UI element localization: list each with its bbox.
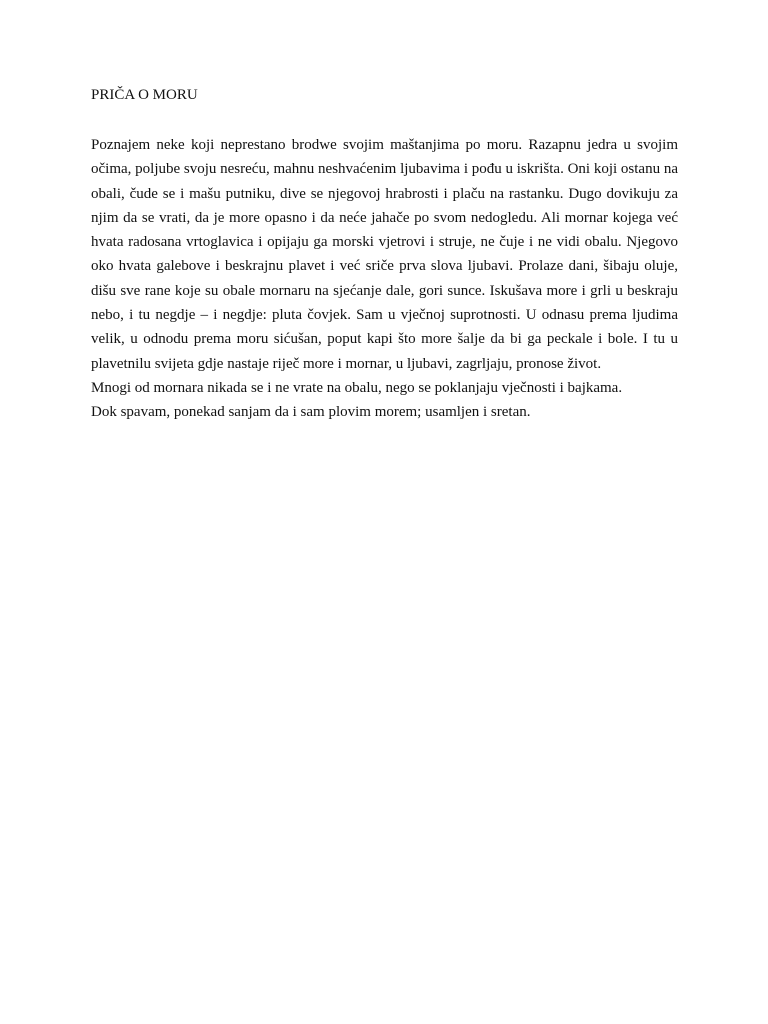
paragraph-2: Mnogi od mornara nikada se i ne vrate na obalu, nego se poklanjaju vječnosti i bajkama. — [91, 379, 623, 396]
paragraph-3: Dok spavam, ponekad sanjam da i sam plovim morem; usamljen i sretan. — [91, 404, 531, 421]
paragraph-1: Poznajem neke koji neprestano brodwe svojim maštanjima po moru. Razapnu jedra u svojim očima, poljube svoju nesreću, mahnu neshvaćenim ljubavima i pođu u iskrišta. Oni koji ostanu na obali, čude se i mašu putniku, dive se njegovoj hrabrosti i plaču na rastanku. Dugo dovikuju za njim da se vrati, da je more opasno i da neće jahače po svom nedogledu. Ali mornar kojega već hvata radosana vrtoglavica i opijaju ga morski vjetrovi i struje, ne čuje i ne vidi obalu. Njegovo oko hvata galebove i beskrajnu plavet i već sriče prva slova ljubavi. Prolaze dani, šibaju oluje, dišu sve rane koje su obale mornaru na sjećanje dale, gori sunce. Iskušava more i grli u beskraju nebo, i tu negdje – i negdje: pluta čovjek. Sam u vječnoj suprotnosti. U odnasu prema ljudima velik, u odnodu prema moru sićušan, poput kapi što more šalje da bi ga peckale i bole. I tu u plavetnilu svijeta gdje nastaje riječ more i mornar, u ljubavi, zagrljaju, pronose život. — [91, 137, 678, 372]
document-title: PRIČA O MORU — [91, 87, 198, 103]
document-body — [91, 84, 678, 425]
